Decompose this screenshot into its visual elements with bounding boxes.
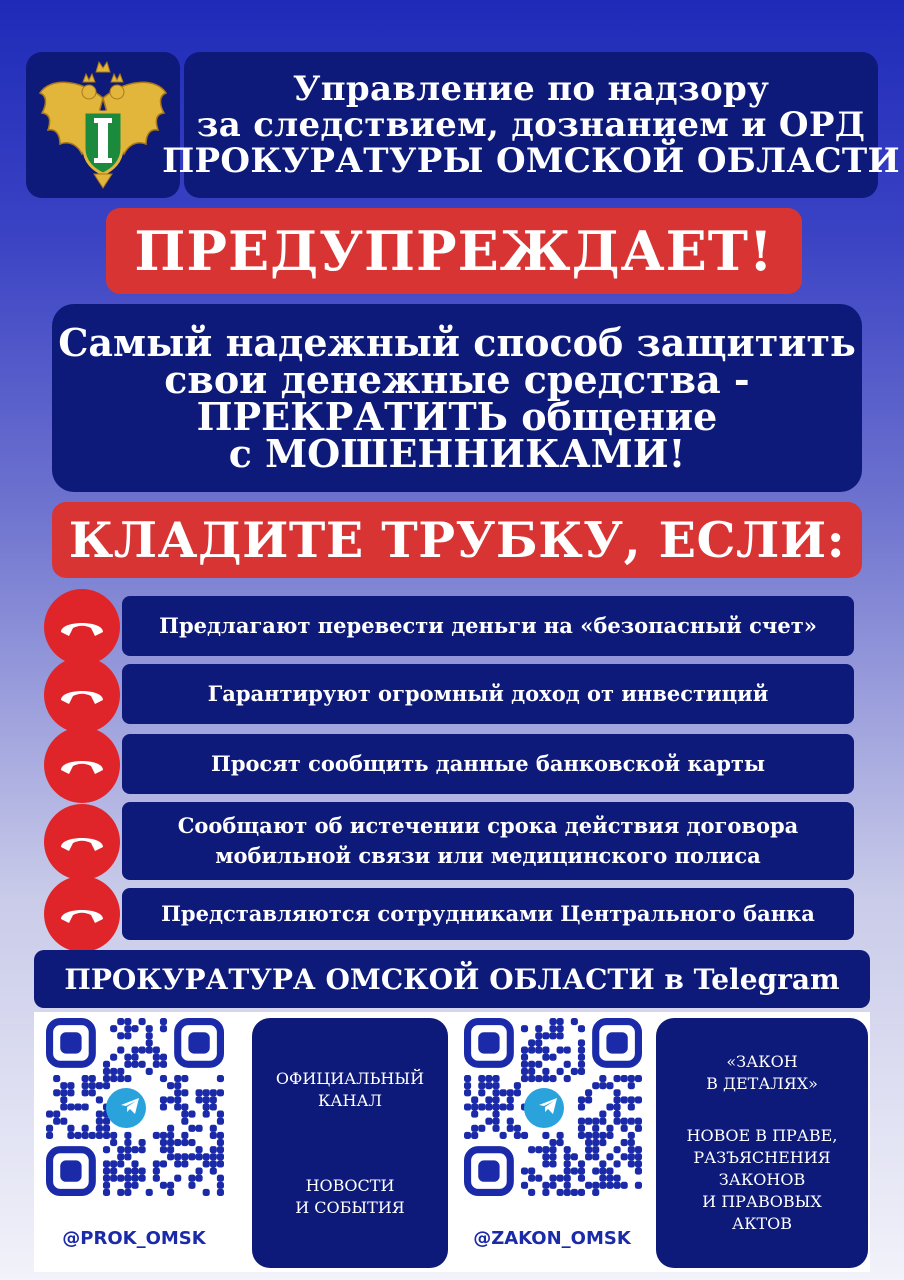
list-item (44, 596, 854, 658)
list-item (44, 734, 854, 796)
list-item (44, 888, 854, 942)
phone-hangup-icon (44, 657, 120, 733)
list-item (44, 664, 854, 726)
channel-desc-line: И СОБЫТИЯ (295, 1197, 405, 1217)
hang-up-banner: КЛАДИТЕ ТРУБКУ, ЕСЛИ: (52, 502, 862, 578)
channel-handle[interactable]: @PROK_OMSK (62, 1228, 206, 1249)
telegram-icon (524, 1088, 564, 1128)
item-text-line-1: Сообщают об истечении срока действия договора (177, 813, 799, 838)
prosecutor-emblem-icon (34, 58, 172, 192)
channel-desc-line: И ПРАВОВЫХ (702, 1192, 822, 1211)
channel-desc-line: ЗАКОНОВ (718, 1170, 806, 1189)
channel-desc-line: НОВОЕ В ПРАВЕ, (686, 1126, 838, 1145)
channel-title-line: ОФИЦИАЛЬНЫЙ (275, 1068, 425, 1088)
main-message (52, 304, 862, 492)
emblem-box (26, 52, 180, 198)
channel-desc-line: РАЗЪЯСНЕНИЯ (693, 1148, 831, 1167)
warning-banner: ПРЕДУПРЕЖДАЕТ! (106, 208, 802, 294)
telegram-banner: ПРОКУРАТУРА ОМСКОЙ ОБЛАСТИ в Telegram (34, 950, 870, 1008)
item-text: Просят сообщить данные банковской карты (210, 751, 765, 776)
message-line-2: свои денежные средства - (164, 357, 750, 402)
header-line-2: за следствием, дознанием и ОРД (196, 105, 866, 145)
qr-code-prok[interactable] (34, 1012, 234, 1272)
item-text-line-2: мобильной связи или медицинского полиса (215, 843, 761, 868)
channels-panel (34, 1012, 870, 1272)
list-item (44, 802, 854, 880)
phone-hangup-icon (44, 727, 120, 803)
item-text: Предлагают перевести деньги на «безопасный счет» (159, 613, 817, 638)
header-title (162, 52, 900, 198)
channel-handle[interactable]: @ZAKON_OMSK (473, 1228, 631, 1249)
phone-hangup-icon (44, 589, 120, 665)
phone-hangup-icon (44, 876, 120, 952)
phone-hangup-icon (44, 804, 120, 880)
header-line-1: Управление по надзору (292, 69, 770, 109)
message-line-1: Самый надежный способ защитить (58, 320, 856, 365)
channel-info-card (252, 1018, 448, 1268)
channel-desc-line: НОВОСТИ (305, 1175, 395, 1195)
message-line-3: ПРЕКРАТИТЬ общение (196, 394, 718, 439)
item-text: Представляются сотрудниками Центрального банка (161, 901, 815, 926)
qr-code-zakon[interactable] (452, 1012, 652, 1272)
channel-title-line: «ЗАКОН (726, 1052, 798, 1071)
channel-desc-line: АКТОВ (731, 1214, 793, 1233)
channel-title-line: В ДЕТАЛЯХ» (706, 1074, 818, 1093)
channel-info-card (656, 1018, 868, 1268)
channel-title-line: КАНАЛ (318, 1090, 382, 1110)
telegram-icon (106, 1088, 146, 1128)
item-text: Гарантируют огромный доход от инвестиций (207, 681, 769, 706)
header-line-3: ПРОКУРАТУРЫ ОМСКОЙ ОБЛАСТИ (162, 141, 900, 181)
message-line-4: с МОШЕННИКАМИ! (228, 431, 686, 476)
